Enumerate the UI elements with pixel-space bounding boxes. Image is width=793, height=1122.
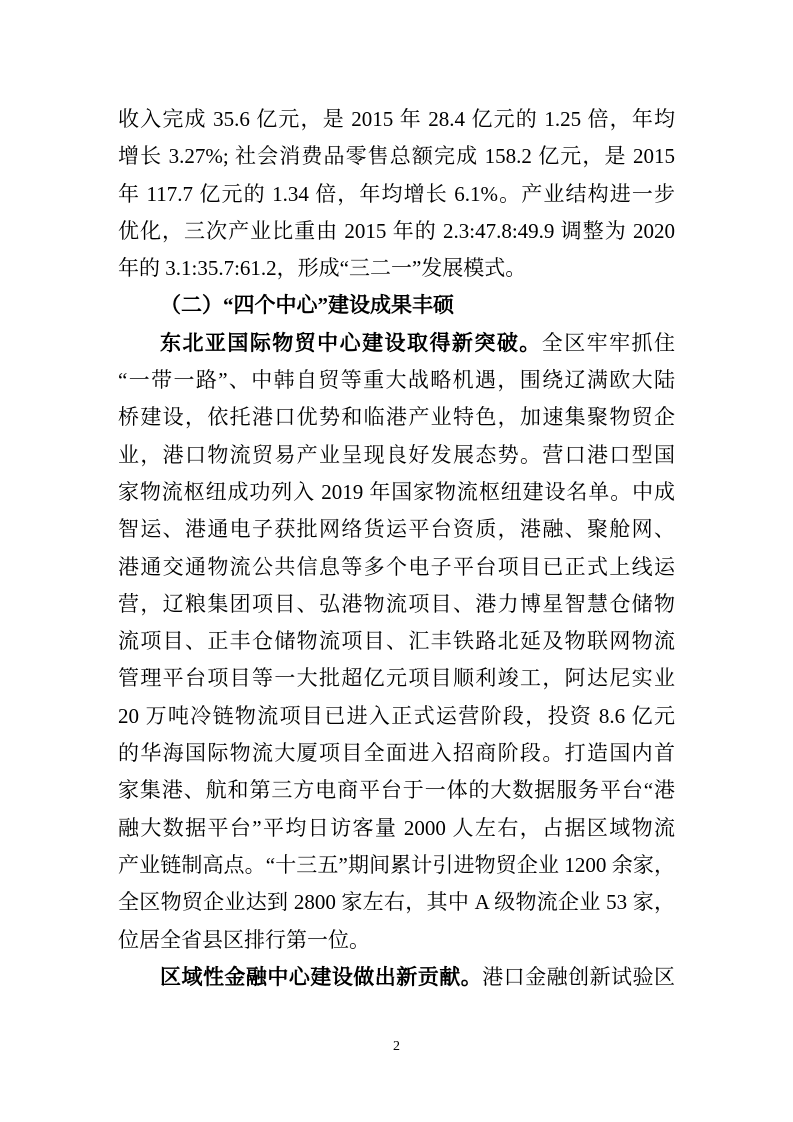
paragraph-line: 优化，三次产业比重由 2015 年的 2.3:47.8:49.9 调整为 2020 [118, 218, 675, 243]
paragraph-line: 家集港、航和第三方电商平台于一体的大数据服务平台“港 [118, 778, 675, 803]
paragraph-line: 管理平台项目等一大批超亿元项目顺利竣工，阿达尼实业 [118, 666, 675, 691]
paragraph-line: 增长 3.27%; 社会消费品零售总额完成 158.2 亿元，是 2015 [118, 144, 675, 169]
paragraph-line: 年的 3.1:35.7:61.2，形成“三二一”发展模式。 [118, 256, 527, 281]
paragraph-line: 桥建设，依托港口优势和临港产业特色，加速集聚物贸企 [118, 405, 675, 430]
paragraph-line: 收入完成 35.6 亿元，是 2015 年 28.4 亿元的 1.25 倍，年均 [118, 107, 675, 131]
paragraph-economic-summary [118, 101, 675, 287]
paragraph-line: 产业链制高点。“十三五”期间累计引进物贸企业 1200 余家， [118, 852, 675, 877]
paragraph-finance-center [118, 959, 675, 996]
paragraph-line: 20 万吨冷链物流项目已进入正式运营阶段，投资 8.6 亿元 [118, 703, 675, 728]
paragraph-line: 融大数据平台”平均日访客量 2000 人左右，占据区域物流 [118, 815, 675, 840]
paragraph-lead-rest: 全区牢牢抓住 [541, 330, 676, 355]
paragraph-logistics-center [118, 325, 675, 959]
document-body [118, 101, 675, 996]
paragraph-line: 智运、港通电子获批网络货运平台资质，港融、聚舱网、 [118, 517, 675, 542]
paragraph-line: 港通交通物流公共信息等多个电子平台项目已正式上线运 [118, 554, 675, 579]
paragraph-line: 全区物贸企业达到 2800 家左右，其中 A 级物流企业 53 家， [118, 890, 675, 915]
paragraph-line: 营，辽粮集团项目、弘港物流项目、港力博星智慧仓储物 [118, 591, 675, 616]
paragraph-lead: 东北亚国际物贸中心建设取得新突破。 [160, 330, 542, 355]
paragraph-line: 的华海国际物流大厦项目全面进入招商阶段。打造国内首 [118, 741, 675, 766]
paragraph-line: 位居全省县区排行第一位。 [118, 927, 370, 952]
paragraph-line: 家物流枢纽成功列入 2019 年国家物流枢纽建设名单。中成 [118, 479, 675, 504]
paragraph-lead: 区域性金融中心建设做出新贡献。 [160, 964, 483, 989]
section-heading: （二）“四个中心”建设成果丰硕 [160, 293, 454, 318]
paragraph-line: “一带一路”、中韩自贸等重大战略机遇，围绕辽满欧大陆 [118, 368, 675, 393]
paragraph-first-line [118, 325, 675, 362]
paragraph-line: 年 117.7 亿元的 1.34 倍，年均增长 6.1%。产业结构进一步 [118, 181, 675, 206]
paragraph-lead-rest: 港口金融创新试验区 [482, 964, 676, 989]
page-number: 2 [393, 1039, 400, 1054]
paragraph-line: 流项目、正丰仓储物流项目、汇丰铁路北延及物联网物流 [118, 629, 675, 654]
paragraph-line: 业，港口物流贸易产业呈现良好发展态势。营口港口型国 [118, 442, 675, 467]
paragraph-first-line [118, 959, 675, 996]
